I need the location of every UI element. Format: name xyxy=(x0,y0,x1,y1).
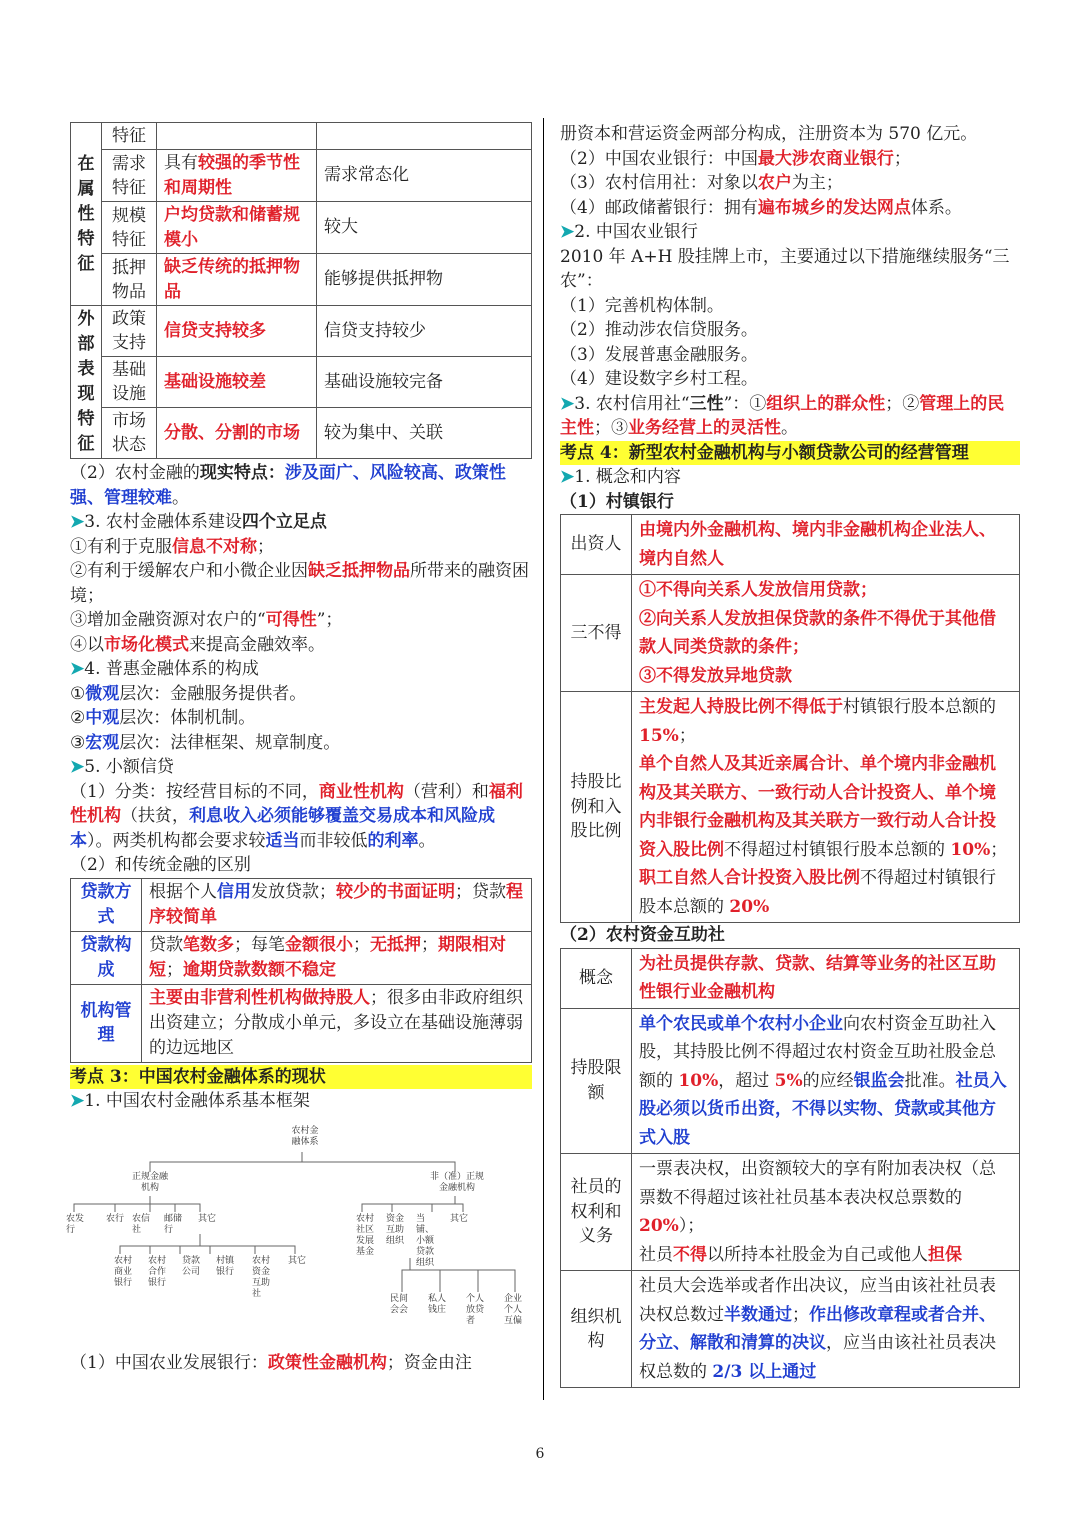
list-item: ①有利于克服信息不对称； xyxy=(70,536,274,557)
node: 个人放贷者 xyxy=(466,1293,485,1326)
paragraph: （2）农村金融的现实特点：涉及面广、风险较高、政策性强、管理较难。 xyxy=(70,463,506,508)
group-label-internal: 在属性特征 xyxy=(71,123,102,306)
text-span: 社员入股必须以货币出资，不得以实物、贷款或其他方式入股 xyxy=(639,1070,1007,1148)
paragraph: 2010 年 A+H 股挂牌上市，主要通过以下措施继续服务“三农”： xyxy=(560,246,1010,291)
row-label: 特征 xyxy=(102,123,157,150)
row-label: 基础设施 xyxy=(102,357,157,408)
microcredit-compare-table xyxy=(70,878,532,1063)
paragraph: （1）分类：按经营目标的不同，商业性机构（营利）和福利性机构（扶贫，利息收入必须能够覆盖交易成本和风险成本）。两类机构都会要求较适当而非较低的利率。 xyxy=(70,781,523,851)
row-label: 规模特征 xyxy=(102,202,157,254)
row-label: 社员的权利和义务 xyxy=(561,1154,632,1271)
node-informal: 非（准）正规金融机构 xyxy=(430,1171,485,1193)
cell xyxy=(632,1271,1020,1388)
fund-mutual-aid-table xyxy=(560,948,1020,1389)
text-span: 2/3 以上通过 xyxy=(712,1361,817,1382)
node: 农村资金互助社 xyxy=(252,1255,271,1299)
cell xyxy=(632,692,1020,923)
arrow-icon: ➤ xyxy=(70,512,85,532)
list-item: （2）中国农业银行：中国最大涉农商业银行； xyxy=(560,148,911,169)
rural-features-table xyxy=(70,122,532,459)
sub-heading: （2）农村资金互助社 xyxy=(560,925,725,945)
text-span: ，应当由该社社员表决权总数的 xyxy=(639,1333,996,1382)
text-span: 10% xyxy=(678,1070,719,1091)
list-item: ③不得发放异地贷款 xyxy=(639,665,792,686)
cell xyxy=(632,1008,1020,1154)
node: 其它 xyxy=(288,1255,307,1266)
node: 私人钱庄 xyxy=(428,1293,447,1315)
right-column xyxy=(560,122,1020,1388)
list-item: ②向关系人发放担保贷款的条件不得优于其他借款人同类贷款的条件； xyxy=(639,608,996,657)
row-label: 概念 xyxy=(561,948,632,1008)
node: 贷款公司 xyxy=(182,1255,201,1277)
table-row xyxy=(561,948,1020,1008)
text-span: 单个自然人及其近亲属合计、单个境内非金融机构及其关联方、一致行动人合计投资人、单个境内非银行金融机构及其关联方一致行动人合计投资入股比例 xyxy=(639,754,996,860)
text-span: 贷款 xyxy=(149,934,183,955)
text-span: 20% xyxy=(729,896,770,917)
text-span: ； xyxy=(353,934,370,955)
text-span: ； xyxy=(166,959,183,980)
cell xyxy=(632,515,1020,575)
node: 资金互助组织 xyxy=(386,1213,405,1246)
text-span: 担保 xyxy=(928,1244,962,1265)
section-heading: ➤1. 概念和内容 xyxy=(560,467,681,487)
text-span: 无抵押 xyxy=(370,934,421,955)
node: 农发行 xyxy=(66,1213,85,1235)
cell: 较为集中、关联 xyxy=(317,408,532,459)
node: 农信社 xyxy=(132,1213,151,1235)
node: 企业个人互偏 xyxy=(504,1293,523,1326)
cell: 需求常态化 xyxy=(317,150,532,202)
cell: 基础设施较完备 xyxy=(317,357,532,408)
text-span: 主要由非营利性机构做持股人 xyxy=(149,987,370,1008)
page-number: 6 xyxy=(535,1446,545,1462)
cell xyxy=(142,878,532,931)
arrow-icon: ➤ xyxy=(560,467,575,487)
table-row xyxy=(561,1271,1020,1388)
text-span: 较少的书面证明 xyxy=(336,881,455,902)
text-span: 银监会 xyxy=(853,1070,905,1091)
text-span: 15% xyxy=(639,725,679,746)
row-label: 机构管理 xyxy=(71,984,142,1062)
arrow-icon: ➤ xyxy=(70,1091,85,1111)
cell xyxy=(632,948,1020,1008)
table-row xyxy=(71,931,532,984)
group-label-external: 外部表现特征 xyxy=(71,306,102,459)
paragraph: 册资本和营运资金两部分构成，注册资本为 570 亿元。 xyxy=(560,124,978,144)
row-label: 政策支持 xyxy=(102,306,157,357)
text-span: 10% xyxy=(950,839,991,860)
text-span: ； xyxy=(792,1304,809,1325)
text-span: ； xyxy=(421,934,438,955)
text-span: 单个农民或单个农村小企业 xyxy=(639,1013,843,1034)
node: 农村商业银行 xyxy=(114,1255,133,1288)
row-label: 持股比例和入股比例 xyxy=(561,692,632,923)
section-title: 考点 4：新型农村金融机构与小额贷款公司的经营管理 xyxy=(560,441,1020,466)
text-span: 根据个人 xyxy=(149,881,217,902)
cell xyxy=(317,123,532,150)
node: 其它 xyxy=(198,1213,217,1224)
row-label: 需求特征 xyxy=(102,150,157,202)
row-label: 抵押物品 xyxy=(102,254,157,306)
section-heading: ➤4. 普惠金融体系的构成 xyxy=(70,659,259,679)
list-item: ③增加金融资源对农户的“可得性”； xyxy=(70,610,343,630)
arrow-icon: ➤ xyxy=(560,393,575,414)
node-root: 农村金融体系 xyxy=(291,1125,319,1147)
table-row xyxy=(71,878,532,931)
cell: 缺乏传统的抵押物品 xyxy=(157,254,317,306)
table-row xyxy=(561,1154,1020,1271)
arrow-icon: ➤ xyxy=(560,222,575,242)
list-item: （3）发展普惠金融服务。 xyxy=(560,344,758,365)
list-item: ②有利于缓解农户和小微企业因缺乏抵押物品所带来的融资困境； xyxy=(70,561,529,606)
text-span: 由境内外金融机构、境内非金融机构企业法人、境内自然人 xyxy=(639,520,996,569)
rural-finance-framework-diagram xyxy=(66,1120,530,1345)
text-span: 笔数多 xyxy=(183,934,234,955)
text-span: ）； xyxy=(678,1216,705,1236)
cell: 分散、分割的市场 xyxy=(157,408,317,459)
text-span: 不得超过村镇银行股本总额的 xyxy=(724,839,951,860)
node: 农行 xyxy=(106,1213,125,1224)
text-span: 信用 xyxy=(217,881,251,902)
text-span: 5% xyxy=(774,1070,803,1091)
sub-heading: （1）村镇银行 xyxy=(560,491,674,512)
text-span: 20% xyxy=(639,1216,679,1236)
text-span: 不得超过村镇银行股本总额的 xyxy=(639,868,996,917)
node: 农村社区发展基金 xyxy=(356,1213,375,1257)
table-row xyxy=(71,984,532,1062)
text-span: 批准。 xyxy=(904,1070,956,1091)
cell: 信贷支持较少 xyxy=(317,306,532,357)
text-span: 为社员提供存款、贷款、结算等业务的社区互助性银行业金融机构 xyxy=(639,953,996,1002)
node: 民间会会 xyxy=(390,1293,409,1315)
text-span: ； xyxy=(678,725,696,746)
list-item: （2）推动涉农信贷服务。 xyxy=(560,320,758,340)
text-span: 逾期贷款数额不稳定 xyxy=(183,959,336,980)
text-span: 程序较简单 xyxy=(149,881,523,927)
row-label: 出资人 xyxy=(561,515,632,575)
text-span: 向农村资金互助社入股，其持股比例不得超过农村资金互助社股金总额的 xyxy=(639,1013,996,1091)
row-label: 贷款方式 xyxy=(71,878,142,931)
list-item: ①不得向关系人发放信用贷款； xyxy=(639,580,877,600)
arrow-icon: ➤ xyxy=(70,659,85,679)
text-span: 不得 xyxy=(673,1244,707,1265)
text-span: 社员大会选举或者作出决议，应当由该社社员表决权总数过 xyxy=(639,1276,996,1325)
arrow-icon: ➤ xyxy=(70,757,85,777)
list-item: （4）邮政储蓄银行：拥有遍布城乡的发达网点体系。 xyxy=(560,197,962,218)
text-span: 金额很小 xyxy=(285,934,353,955)
row-label: 三不得 xyxy=(561,575,632,692)
text-span: 的应经 xyxy=(802,1070,854,1091)
list-item: （1）完善机构体制。 xyxy=(560,295,724,316)
section-heading: ➤1. 中国农村金融体系基本框架 xyxy=(70,1091,310,1111)
row-label: 贷款构成 xyxy=(71,931,142,984)
table-row xyxy=(561,1008,1020,1154)
paragraph: （2）和传统金融的区别 xyxy=(70,855,251,875)
row-label: 持股限额 xyxy=(561,1008,632,1154)
cell: 较大 xyxy=(317,202,532,254)
node: 其它 xyxy=(450,1213,469,1224)
cell xyxy=(142,931,532,984)
text-span: 村镇银行股本总额的 xyxy=(843,697,996,717)
text-span: 以所持本社股金为自己或他人 xyxy=(707,1244,928,1265)
text-span: 主发起人持股比例不得低于 xyxy=(639,697,843,717)
text-span: 发放贷款； xyxy=(251,881,336,902)
text-span: ； xyxy=(990,839,1008,860)
row-label: 市场状态 xyxy=(102,408,157,459)
list-item: ②中观层次：体制机制。 xyxy=(70,708,256,728)
list-item: （4）建设数字乡村工程。 xyxy=(560,369,758,389)
section-heading: ➤3. 农村金融体系建设四个立足点 xyxy=(70,512,327,532)
node-formal: 正规金融机构 xyxy=(132,1171,169,1193)
cell xyxy=(142,984,532,1062)
cell: 具有较强的季节性和周期性 xyxy=(157,150,317,202)
section-heading: ➤5. 小额信贷 xyxy=(70,757,174,777)
table-row xyxy=(561,515,1020,575)
cell: 基础设施较差 xyxy=(157,357,317,408)
cell: 能够提供抵押物 xyxy=(317,254,532,306)
text-span: 半数通过 xyxy=(724,1304,792,1325)
list-item: （3）农村信用社：对象以农户为主； xyxy=(560,173,843,193)
cell: 户均贷款和储蓄规模小 xyxy=(157,202,317,254)
section-heading: ➤2. 中国农业银行 xyxy=(560,222,698,242)
section-title: 考点 3：中国农村金融体系的现状 xyxy=(70,1065,532,1090)
text-span: ；很多由非政府组织出资建立；分散成小单元，多设立在基础设施薄弱的边远地区 xyxy=(149,987,523,1058)
text-span: ；每笔 xyxy=(234,934,285,955)
paragraph: （1）中国农业发展银行：政策性金融机构；资金由注 xyxy=(70,1352,472,1373)
village-bank-table xyxy=(560,514,1020,923)
cell: 信贷支持较多 xyxy=(157,306,317,357)
list-item: ①微观层次：金融服务提供者。 xyxy=(70,683,307,704)
text-span: 职工自然人合计投资入股比例 xyxy=(639,868,860,888)
list-item: ④以市场化模式来提高金融效率。 xyxy=(70,634,325,655)
table-row xyxy=(561,692,1020,923)
cell xyxy=(632,575,1020,692)
list-item: ③宏观层次：法律框架、规章制度。 xyxy=(70,732,341,753)
text-span: ；贷款 xyxy=(455,881,506,902)
node: 农村合作银行 xyxy=(148,1255,167,1288)
left-column xyxy=(66,122,532,1375)
row-label: 组织机构 xyxy=(561,1271,632,1388)
cell xyxy=(157,123,317,150)
section-heading: ➤3. 农村信用社“三性”：①组织上的群众性；②管理上的民主性；③业务经营上的灵活性。 xyxy=(560,393,1005,438)
cell xyxy=(632,1154,1020,1271)
node: 当铺、小额贷款组织 xyxy=(416,1213,435,1268)
text-span: 社员 xyxy=(639,1244,673,1265)
node: 邮储行 xyxy=(164,1213,183,1235)
text-span: 作出修改章程或者合并、分立、解散和清算的决议 xyxy=(639,1304,996,1353)
table-row xyxy=(561,575,1020,692)
text-span: 期限相对短 xyxy=(149,934,506,980)
node: 村镇银行 xyxy=(216,1255,235,1277)
column-divider xyxy=(543,118,544,1400)
text-span: ，超过 xyxy=(718,1070,775,1091)
text-span: 一票表决权，出资额较大的享有附加表决权（总票数不得超过该社社员基本表决权总票数的 xyxy=(639,1159,996,1208)
